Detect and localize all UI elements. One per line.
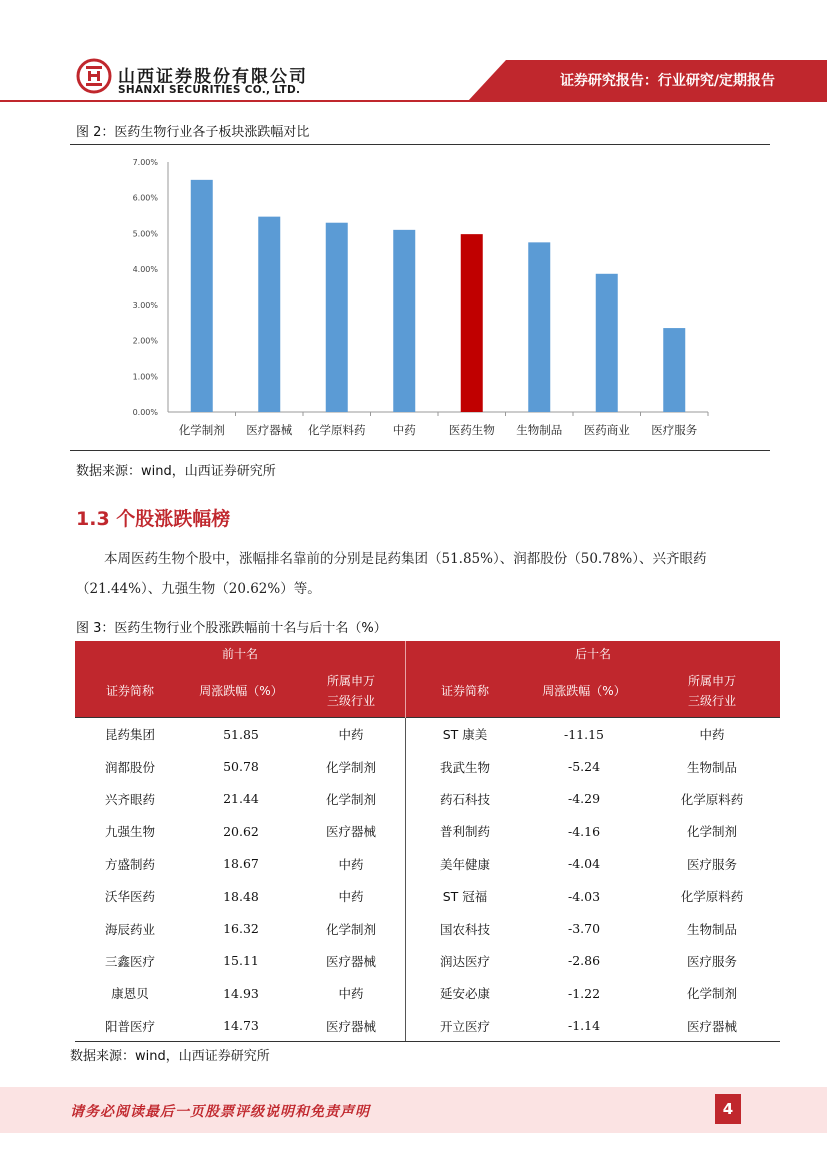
chart-x-tick-label: 生物制品: [516, 423, 563, 437]
company-name-cn: 山西证券股份有限公司: [118, 67, 308, 87]
table-bottom-rule: [75, 1041, 780, 1042]
cell-bottom-pct: -1.22: [567, 985, 601, 1001]
chart-bar: [461, 234, 483, 412]
cell-bottom-industry: 医疗器械: [686, 1018, 737, 1034]
col-header-name-bottom: 证券简称: [406, 665, 525, 718]
section-paragraph-line1: 本周医药生物个股中，涨幅排名靠前的分别是昆药集团（51.85%）、润都股份（50.78%）、兴齐眼药: [104, 551, 707, 567]
chart-x-tick-label: 化学制剂: [178, 423, 225, 437]
table-row: [75, 1010, 780, 1042]
company-logo-icon: [76, 58, 112, 94]
cell-bottom-industry: 化学原料药: [680, 889, 744, 905]
col-header-pct-top: 周涨跌幅（%）: [185, 665, 297, 718]
cell-top-industry: 医疗器械: [297, 815, 406, 847]
chart-bar: [663, 328, 685, 412]
chart-bar: [393, 230, 415, 412]
page-number: 4: [715, 1094, 741, 1124]
cell-bottom-industry: 化学原料药: [680, 791, 744, 807]
cell-top-industry: 化学制剂: [297, 912, 406, 944]
cell-top-pct: 51.85: [223, 726, 259, 742]
cell-top-industry: 中药: [297, 880, 406, 912]
table-row: [75, 783, 780, 815]
chart-bar: [258, 217, 280, 412]
cell-top-name: 九强生物: [104, 824, 155, 840]
col-header-industry-bottom-l1: 所属申万: [687, 674, 736, 688]
chart-y-tick-label: 6.00%: [132, 193, 158, 203]
cell-bottom-pct: -4.04: [567, 856, 601, 872]
cell-bottom-name: 药石科技: [439, 791, 490, 807]
chart-bar: [326, 223, 348, 412]
cell-top-name: 阳普医疗: [104, 1018, 155, 1034]
footer-disclaimer: 请务必阅读最后一页股票评级说明和免责声明: [70, 1104, 370, 1120]
chart-y-tick-label: 1.00%: [132, 372, 158, 382]
cell-top-industry: 化学制剂: [297, 783, 406, 815]
col-header-name-top: 证券简称: [75, 665, 185, 718]
cell-top-industry: 中药: [297, 848, 406, 880]
company-name-en: SHANXI SECURITIES CO., LTD.: [118, 84, 301, 96]
chart-y-tick-label: 3.00%: [132, 300, 158, 310]
col-header-industry-bottom-l2: 三级行业: [687, 694, 736, 708]
chart-x-tick-label: 医药商业: [583, 423, 630, 437]
table-row: [75, 848, 780, 880]
figure3-source: 数据来源：wind，山西证券研究所: [70, 1049, 270, 1064]
col-header-industry-bottom: [644, 665, 780, 718]
group-header-bottom: 后十名: [406, 641, 781, 665]
cell-bottom-pct: -1.14: [567, 1018, 601, 1034]
table-row: [75, 912, 780, 944]
header-rule: [0, 100, 827, 102]
cell-top-pct: 21.44: [223, 791, 259, 807]
cell-bottom-pct: -4.03: [567, 888, 601, 904]
cell-top-industry: 中药: [297, 718, 406, 751]
section-paragraph-line2: （21.44%）、九强生物（20.62%）等。: [76, 581, 321, 597]
table-row: [75, 880, 780, 912]
cell-bottom-industry: 化学制剂: [686, 986, 737, 1002]
figure2-caption: 图 2：医药生物行业各子板块涨跌幅对比: [76, 125, 310, 140]
chart-x-tick-label: 医疗服务: [651, 423, 698, 437]
table-row: [75, 977, 780, 1009]
cell-top-industry: 中药: [297, 977, 406, 1009]
cell-top-name: 兴齐眼药: [104, 791, 155, 807]
cell-top-name: 海辰药业: [104, 921, 155, 937]
chart-bar: [596, 274, 618, 412]
cell-bottom-name: 普利制药: [439, 824, 490, 840]
cell-top-pct: 15.11: [223, 953, 259, 969]
cell-top-pct: 20.62: [223, 823, 259, 839]
chart-bar: [528, 242, 550, 412]
chart-x-tick-label: 医疗器械: [246, 423, 293, 437]
figure2-top-rule: [70, 144, 770, 145]
cell-top-name: 昆药集团: [104, 727, 155, 743]
cell-bottom-industry: 医疗服务: [686, 953, 737, 969]
cell-bottom-name: 美年健康: [439, 856, 490, 872]
cell-bottom-name: 国农科技: [439, 921, 490, 937]
cell-top-industry: 医疗器械: [297, 1010, 406, 1042]
cell-bottom-pct: -5.24: [567, 759, 601, 775]
cell-top-pct: 50.78: [223, 759, 259, 775]
cell-bottom-name: ST 冠福: [442, 889, 488, 905]
chart-y-tick-label: 2.00%: [132, 336, 158, 346]
chart-y-tick-label: 0.00%: [132, 408, 158, 417]
cell-bottom-pct: -4.29: [567, 791, 601, 807]
cell-top-name: 沃华医药: [104, 889, 155, 905]
cell-bottom-industry: 生物制品: [686, 759, 737, 775]
section-title: 1.3 个股涨跌幅榜: [76, 508, 231, 530]
chart-bar: [191, 180, 213, 412]
figure2-source: 数据来源：wind，山西证券研究所: [76, 464, 276, 479]
col-header-industry-top-l2: 三级行业: [326, 694, 375, 708]
cell-bottom-pct: -4.16: [567, 823, 601, 839]
cell-top-pct: 16.32: [223, 921, 259, 937]
cell-bottom-name: ST 康美: [442, 727, 488, 743]
col-header-pct-bottom: 周涨跌幅（%）: [524, 665, 644, 718]
col-header-industry-top: [297, 665, 406, 718]
chart-y-tick-label: 5.00%: [132, 229, 158, 239]
cell-top-name: 三鑫医疗: [104, 953, 155, 969]
report-type: 证券研究报告：行业研究/定期报告: [559, 73, 776, 89]
cell-bottom-name: 延安必康: [439, 986, 490, 1002]
cell-bottom-name: 开立医疗: [439, 1018, 490, 1034]
table-row: [75, 718, 780, 751]
cell-bottom-industry: 医疗服务: [686, 856, 737, 872]
group-header-top: 前十名: [75, 641, 406, 665]
cell-top-name: 润都股份: [104, 759, 155, 775]
cell-top-pct: 14.93: [223, 985, 259, 1001]
cell-top-industry: 医疗器械: [297, 945, 406, 977]
col-header-industry-top-l1: 所属申万: [326, 674, 375, 688]
figure2-bottom-rule: [70, 450, 770, 451]
figure3-caption: 图 3：医药生物行业个股涨跌幅前十名与后十名（%）: [76, 621, 387, 636]
cell-top-pct: 18.67: [223, 856, 259, 872]
chart-y-tick-label: 4.00%: [132, 265, 158, 275]
cell-top-name: 康恩贝: [111, 986, 149, 1002]
figure2-bar-chart: [70, 148, 770, 448]
cell-bottom-name: 润达医疗: [439, 953, 490, 969]
cell-bottom-name: 我武生物: [439, 759, 490, 775]
chart-y-tick-label: 7.00%: [132, 158, 158, 167]
cell-bottom-pct: -3.70: [567, 921, 601, 937]
table-row: [75, 945, 780, 977]
chart-x-tick-label: 化学原料药: [308, 423, 366, 437]
cell-bottom-industry: 中药: [699, 727, 725, 743]
chart-x-tick-label: 医药生物: [448, 423, 495, 437]
cell-top-name: 方盛制药: [104, 856, 155, 872]
table-row: [75, 815, 780, 847]
cell-bottom-industry: 生物制品: [686, 921, 737, 937]
table-row: [75, 750, 780, 782]
cell-bottom-industry: 化学制剂: [686, 824, 737, 840]
cell-bottom-pct: -11.15: [563, 726, 604, 742]
chart-x-tick-label: 中药: [392, 423, 416, 437]
cell-top-industry: 化学制剂: [297, 750, 406, 782]
cell-top-pct: 14.73: [223, 1018, 259, 1034]
cell-bottom-pct: -2.86: [567, 953, 601, 969]
stock-ranking-table: [75, 641, 780, 1042]
table-body: [75, 718, 780, 1042]
cell-top-pct: 18.48: [223, 888, 259, 904]
